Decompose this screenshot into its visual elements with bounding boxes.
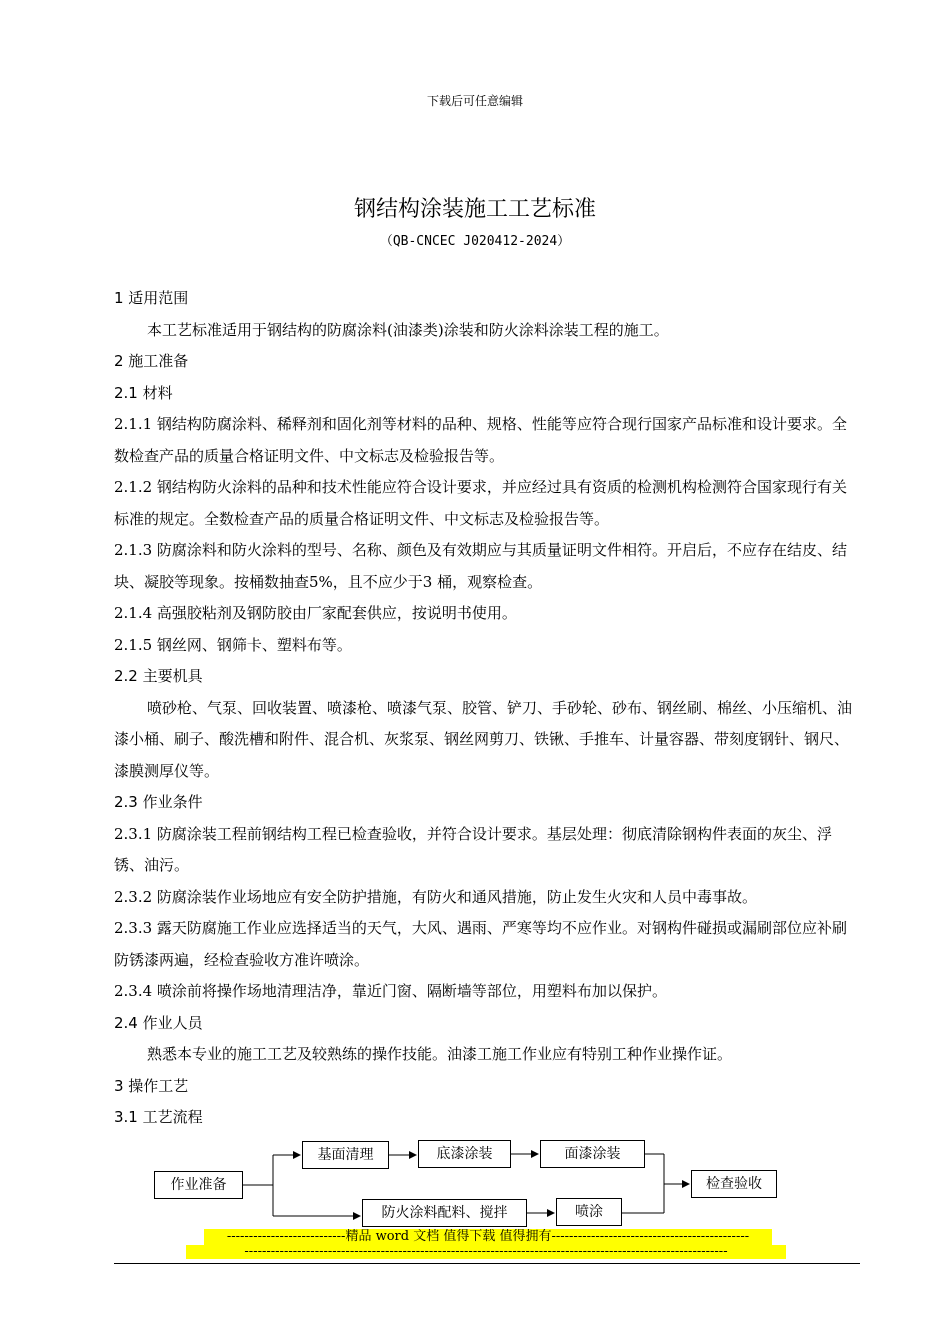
flow-box-surface-clean: 基面清理	[302, 1141, 389, 1169]
flow-box-inspect: 检查验收	[691, 1170, 777, 1198]
section-2-3-heading: 2.3 作业条件	[114, 793, 203, 811]
paragraph-2-1-5: 2.1.5 钢丝网、钢筛卡、塑料布等。	[114, 635, 352, 654]
footer-divider	[114, 1263, 860, 1264]
section-3-heading: 3 操作工艺	[114, 1076, 189, 1095]
paragraph-2-2: 喷砂枪、气泵、回收装置、喷漆枪、喷漆气泵、胶管、铲刀、手砂轮、砂布、钢丝刷、棉丝、小压缩机、油漆小桶、刷子、酸洗槽和附件、混合机、灰浆泵、钢丝网剪刀、铁锹、手推车、计量容器、带刻度钢针、钢尺、漆膜测厚仪等。	[114, 698, 853, 780]
paragraph-2-3-4: 2.3.4 喷涂前将操作场地清理洁净，靠近门窗、隔断墙等部位，用塑料布加以保护。	[114, 982, 667, 1000]
section-1-heading: 1 适用范围	[114, 289, 189, 307]
flow-box-spray: 喷涂	[556, 1198, 622, 1226]
header-note: 下载后可任意编辑	[426, 94, 523, 108]
section-2-4-heading: 2.4 作业人员	[114, 1013, 203, 1032]
flow-box-topcoat: 面漆涂装	[540, 1140, 645, 1168]
paragraph-2-1-2: 2.1.2 钢结构防火涂料的品种和技术性能应符合设计要求，并应经过具有资质的检测机构检测符合国家现行有关标准的规定。全数检查产品的质量合格证明文件、中文标志及检验报告等。	[114, 478, 847, 528]
paragraph-2-4: 熟悉本专业的施工工艺及较熟练的操作技能。油漆工施工作业应有特别工种作业操作证。	[147, 1045, 733, 1063]
section-2-2-heading: 2.2 主要机具	[114, 667, 203, 685]
section-2-1-heading: 2.1 材料	[114, 383, 173, 402]
paragraph-2-1-1: 2.1.1 钢结构防腐涂料、稀释剂和固化剂等材料的品种、规格、性能等应符合现行国家产品标准和设计要求。全数检查产品的质量合格证明文件、中文标志及检验报告等。	[114, 415, 847, 465]
page-title: 钢结构涂装施工工艺标准	[353, 197, 596, 222]
paragraph-2-1-4: 2.1.4 高强胶粘剂及钢防胶由厂家配套供应，按说明书使用。	[114, 604, 517, 622]
promo-banner-line1: ---------------------------精品 word 文档 值得下载 值得拥有---------------------------------------------	[204, 1229, 772, 1245]
paragraph-2-3-3: 2.3.3 露天防腐施工作业应选择适当的天气，大风、遇雨、严寒等均不应作业。对钢构件碰损或漏刷部位应补刷防锈漆两遍，经检查验收方准许喷涂。	[114, 919, 847, 969]
document-body	[114, 283, 860, 1134]
section-3-1-heading: 3.1 工艺流程	[114, 1108, 203, 1126]
paragraph-2-3-1: 2.3.1 防腐涂装工程前钢结构工程已检查验收，并符合设计要求。基层处理：彻底清除钢构件表面的灰尘、浮锈、油污。	[114, 824, 832, 874]
flow-box-primer: 底漆涂装	[418, 1140, 511, 1168]
flow-box-prep: 作业准备	[154, 1171, 243, 1199]
process-flowchart	[114, 1135, 860, 1235]
paragraph-2-1-3: 2.1.3 防腐涂料和防火涂料的型号、名称、颜色及有效期应与其质量证明文件相符。开启后，不应存在结皮、结块、凝胶等现象。按桶数抽查5%，且不应少于3 桶，观察检查。	[114, 541, 847, 591]
section-2-heading: 2 施工准备	[114, 352, 189, 370]
paragraph-2-3-2: 2.3.2 防腐涂装作业场地应有安全防护措施，有防火和通风措施，防止发生火灾和人员中毒事故。	[114, 887, 757, 906]
flow-box-fireproof-mix: 防火涂料配料、搅拌	[362, 1199, 527, 1227]
promo-banner-line2: --------------------------------------------------------------------------------------------------------------	[186, 1245, 786, 1259]
section-1-text: 本工艺标准适用于钢结构的防腐涂料(油漆类)涂装和防火涂料涂装工程的施工。	[147, 320, 669, 339]
document-code: （QB-CNCEC J020412-2024）	[379, 234, 571, 249]
